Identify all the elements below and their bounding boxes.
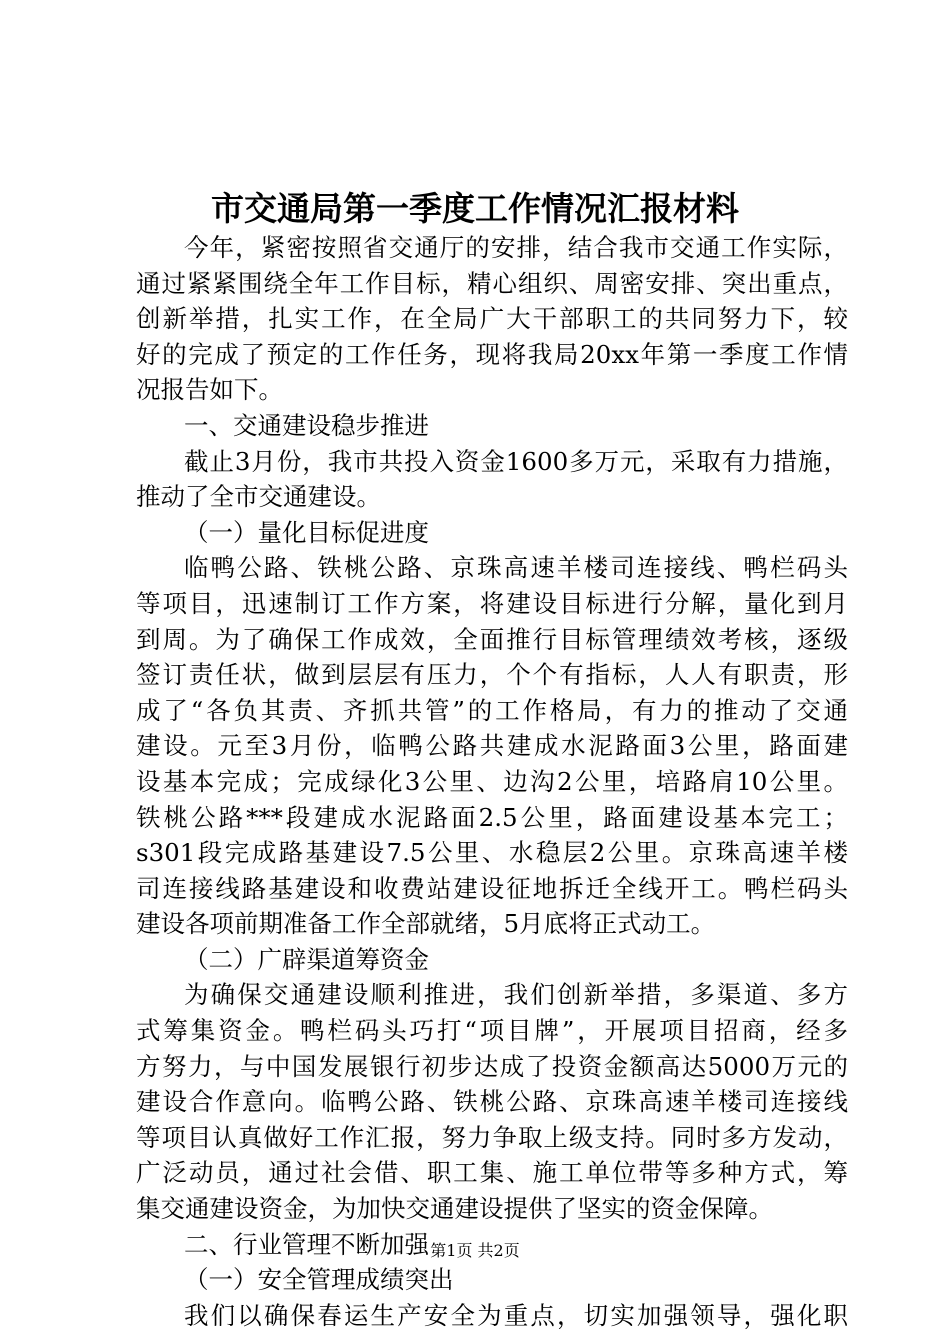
body-line: 为确保交通建设顺利推进，我们创新举措，多渠道、多方 bbox=[184, 980, 848, 1010]
body-line: 到周。为了确保工作成效，全面推行目标管理绩效考核，逐级 bbox=[136, 624, 848, 654]
document-body bbox=[136, 230, 848, 1333]
page-number-footer: 第1页 共2页 bbox=[430, 1241, 520, 1260]
subsection-heading: （一）安全管理成绩突出 bbox=[184, 1265, 454, 1295]
body-line: 司连接线路基建设和收费站建设征地拆迁全线开工。鸭栏码头 bbox=[136, 873, 848, 903]
body-line: 建设。元至3月份，临鸭公路共建成水泥路面3公里，路面建 bbox=[136, 731, 848, 761]
body-line: 式筹集资金。鸭栏码头巧打“项目牌”，开展项目招商，经多 bbox=[136, 1016, 848, 1046]
body-line: 签订责任状，做到层层有压力，个个有指标，人人有职责，形 bbox=[136, 660, 848, 690]
body-line: 临鸭公路、铁桃公路、京珠高速羊楼司连接线、鸭栏码头 bbox=[184, 553, 848, 583]
body-line: 建设合作意向。临鸭公路、铁桃公路、京珠高速羊楼司连接线 bbox=[136, 1087, 848, 1117]
body-line: s301段完成路基建设7.5公里、水稳层2公里。京珠高速羊楼 bbox=[136, 838, 848, 868]
body-line: 成了“各负其责、齐抓共管”的工作格局，有力的推动了交通 bbox=[136, 695, 848, 725]
body-line: 方努力，与中国发展银行初步达成了投资金额高达5000万元的 bbox=[136, 1051, 848, 1081]
subsection-heading: （一）量化目标促进度 bbox=[184, 517, 429, 547]
body-line: 设基本完成；完成绿化3公里、边沟2公里，培路肩10公里。 bbox=[136, 766, 848, 796]
body-line: 建设各项前期准备工作全部就绪，5月底将正式动工。 bbox=[136, 909, 716, 939]
section-heading: 二、行业管理不断加强 bbox=[184, 1229, 429, 1259]
body-line: 况报告如下。 bbox=[136, 375, 283, 405]
body-line: 通过紧紧围绕全年工作目标，精心组织、周密安排、突出重点， bbox=[136, 268, 848, 298]
body-line: 创新举措，扎实工作，在全局广大干部职工的共同努力下，较 bbox=[136, 304, 848, 334]
body-line: 今年，紧密按照省交通厅的安排，结合我市交通工作实际， bbox=[184, 233, 848, 262]
body-line: 铁桃公路***段建成水泥路面2.5公里，路面建设基本完工； bbox=[136, 802, 848, 832]
body-line: 好的完成了预定的工作任务，现将我局20xx年第一季度工作情 bbox=[136, 339, 848, 369]
body-line: 等项目，迅速制订工作方案，将建设目标进行分解，量化到月 bbox=[136, 588, 848, 618]
body-line: 等项目认真做好工作汇报，努力争取上级支持。同时多方发动， bbox=[136, 1122, 848, 1152]
body-line: 集交通建设资金，为加快交通建设提供了坚实的资金保障。 bbox=[136, 1194, 773, 1224]
body-line: 广泛动员，通过社会借、职工集、施工单位带等多种方式，筹 bbox=[136, 1158, 848, 1188]
document-title: 市交通局第一季度工作情况汇报材料 bbox=[211, 189, 739, 228]
body-line: 推动了全市交通建设。 bbox=[136, 482, 381, 512]
subsection-heading: （二）广辟渠道筹资金 bbox=[184, 944, 429, 974]
body-line: 我们以确保春运生产安全为重点，切实加强领导，强化职 bbox=[184, 1300, 848, 1330]
body-line: 截止3月份，我市共投入资金1600多万元，采取有力措施， bbox=[184, 446, 848, 476]
section-heading: 一、交通建设稳步推进 bbox=[184, 410, 429, 440]
